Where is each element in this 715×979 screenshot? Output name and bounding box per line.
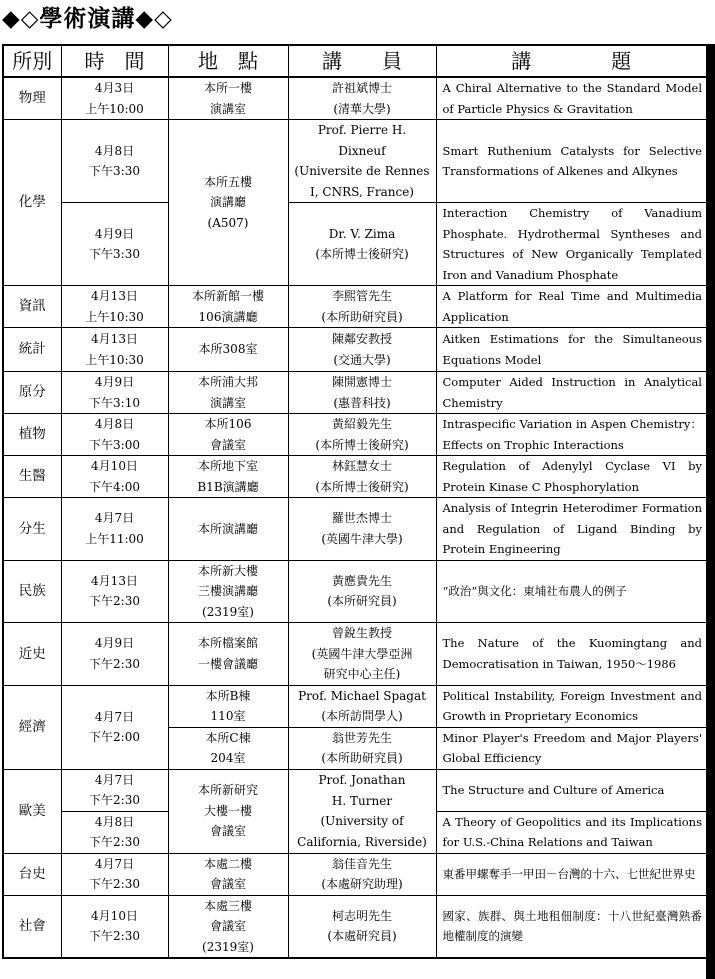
- date-cell-line: 4月13日: [91, 289, 138, 303]
- field-cell: 台史: [3, 853, 61, 895]
- date-cell-line: 下午2:30: [89, 929, 140, 944]
- speaker-cell-line: (本所訪問學人): [321, 709, 403, 723]
- date-cell-line: 下午4:00: [89, 479, 140, 494]
- date-cell-line: 下午2:30: [89, 656, 140, 671]
- place-cell-line: 本所106: [204, 417, 252, 431]
- table-row: [3, 372, 707, 414]
- speaker-cell-line: (本處研究助理): [321, 877, 403, 891]
- speaker-cell-line: 陳鄰安教授: [331, 332, 392, 346]
- date-cell-line: 4月8日: [94, 814, 135, 829]
- speaker-cell-line: (本所博士後研究): [315, 247, 409, 261]
- header-place: 地 點: [168, 45, 288, 77]
- speaker-cell-line: (University of: [320, 814, 404, 828]
- place-cell-line: B1B演講廳: [197, 479, 259, 494]
- place-cell-line: 本所一樓: [203, 81, 252, 95]
- speaker-cell-line: (本所助研究員): [321, 751, 403, 765]
- header-topic: 講 題: [436, 45, 707, 77]
- speaker-cell: [288, 120, 436, 203]
- header-field: 所別: [3, 45, 61, 77]
- speaker-cell-line: (本處研究員): [327, 929, 397, 944]
- date-cell: [61, 623, 168, 686]
- speaker-cell: [288, 498, 436, 561]
- table-row: [3, 286, 707, 328]
- date-cell-line: 下午3:00: [89, 437, 140, 452]
- place-cell-line: 110室: [210, 709, 246, 723]
- speaker-cell-line: 許祖斌博士: [331, 81, 392, 95]
- date-cell-line: 4月7日: [94, 772, 135, 787]
- place-cell: [168, 769, 288, 853]
- date-cell: [61, 895, 168, 958]
- topic-cell: Intraspecific Variation in Aspen Chemistry：Effects on Trophic Interactions: [436, 414, 707, 456]
- place-cell: [168, 77, 288, 120]
- date-cell: [61, 120, 168, 203]
- speaker-cell-line: 林鈺慧女士: [331, 459, 392, 473]
- date-cell-line: 4月7日: [94, 709, 135, 724]
- place-cell: [168, 286, 288, 328]
- place-cell: [168, 498, 288, 561]
- place-cell-line: 會議室: [209, 824, 246, 839]
- speaker-cell: [288, 769, 436, 853]
- speaker-cell: [288, 560, 436, 623]
- place-cell-line: 演講室: [209, 395, 246, 410]
- place-cell: [168, 456, 288, 498]
- date-cell: [61, 372, 168, 414]
- place-cell-line: 本所新研究: [197, 783, 258, 798]
- table-row: [3, 895, 707, 958]
- place-cell: [168, 623, 288, 686]
- speaker-cell-line: (交通大學): [333, 352, 391, 367]
- date-cell-line: 4月9日: [94, 636, 135, 651]
- speaker-cell-line: 黃紹毅先生: [331, 417, 392, 431]
- place-cell-line: 本所檔案館: [197, 636, 258, 651]
- date-cell-line: 下午3:30: [89, 164, 140, 178]
- place-cell-line: 本所五樓: [203, 174, 252, 189]
- place-cell-line: 會議室: [209, 877, 246, 891]
- place-cell-line: 本處二樓: [203, 856, 252, 871]
- place-cell: [168, 895, 288, 958]
- date-cell: [61, 811, 168, 853]
- header-speaker: 講 員: [288, 45, 436, 77]
- date-cell-line: 下午2:30: [89, 877, 140, 891]
- topic-cell: “政治”與文化：東埔社布農人的例子: [436, 560, 707, 623]
- field-cell: 資訊: [3, 286, 61, 328]
- speaker-cell: [288, 456, 436, 498]
- field-cell: 民族: [3, 560, 61, 623]
- topic-cell: A Chiral Alternative to the Standard Model of Particle Physics & Gravitation: [436, 77, 707, 120]
- date-cell-line: 上午10:00: [85, 101, 144, 116]
- date-cell-line: 4月7日: [94, 856, 135, 871]
- field-cell: 近史: [3, 623, 61, 686]
- place-cell-line: 204室: [210, 751, 246, 765]
- speaker-cell-line: I, CNRS, France): [310, 184, 414, 199]
- field-cell: 生醫: [3, 456, 61, 498]
- topic-cell: Regulation of Adenylyl Cyclase VI by Protein Kinase C Phosphorylation: [436, 456, 707, 498]
- speaker-cell: [288, 372, 436, 414]
- date-cell-line: 下午3:30: [89, 247, 140, 261]
- topic-cell: The Structure and Culture of America: [436, 769, 707, 811]
- table-row: [3, 203, 707, 286]
- table-row: [3, 769, 707, 811]
- date-cell: [61, 853, 168, 895]
- date-cell-line: 下午2:30: [89, 793, 140, 807]
- date-cell: [61, 203, 168, 286]
- speaker-cell-line: (清華大學): [333, 101, 391, 116]
- field-cell: 物理: [3, 77, 61, 120]
- topic-cell: Interaction Chemistry of Vanadium Phosphate. Hydrothermal Syntheses and Structures of New Organically Templated Iron and Vanadium Phosphate: [436, 203, 707, 286]
- date-cell-line: 下午2:30: [89, 594, 140, 609]
- date-cell: [61, 498, 168, 561]
- place-cell-line: 本所演講廳: [197, 521, 258, 536]
- date-cell: [61, 286, 168, 328]
- place-cell-line: 本所B棟: [205, 688, 251, 703]
- field-cell: 植物: [3, 414, 61, 456]
- table-row: [3, 120, 707, 203]
- date-cell-line: 下午2:30: [89, 835, 140, 849]
- date-cell-line: 4月7日: [94, 511, 135, 526]
- place-cell-line: (2319室): [202, 939, 254, 954]
- speaker-cell-line: Dixneuf: [338, 143, 386, 158]
- header-time: 時 間: [61, 45, 168, 77]
- speaker-cell-line: H. Turner: [331, 793, 393, 808]
- speaker-cell: [288, 727, 436, 769]
- right-edge-bar: [706, 44, 715, 979]
- date-cell-line: 4月9日: [94, 226, 135, 241]
- place-cell: [168, 372, 288, 414]
- speaker-cell-line: (惠普科技): [333, 395, 391, 410]
- field-cell: 經濟: [3, 685, 61, 769]
- table-row: [3, 456, 707, 498]
- speaker-cell: [288, 853, 436, 895]
- field-cell: 原分: [3, 372, 61, 414]
- place-cell: [168, 120, 288, 286]
- speaker-cell-line: (英國牛津大學): [321, 531, 403, 546]
- date-cell-line: 4月13日: [91, 573, 138, 588]
- date-cell-line: 下午2:00: [89, 730, 140, 744]
- speaker-cell: [288, 623, 436, 686]
- date-cell-line: 上午10:30: [85, 352, 144, 367]
- date-cell: [61, 769, 168, 811]
- speaker-cell-line: 研究中心主任): [323, 667, 401, 681]
- header-row: [3, 45, 707, 77]
- speaker-cell-line: Prof. Pierre H.: [317, 123, 407, 137]
- place-cell-line: 演講廳: [209, 195, 246, 210]
- field-cell: 化學: [3, 120, 61, 286]
- topic-cell: Aitken Estimations for the Simultaneous Equations Model: [436, 328, 707, 372]
- place-cell: [168, 414, 288, 456]
- speaker-cell: [288, 286, 436, 328]
- place-cell-line: 演講室: [209, 101, 246, 116]
- speaker-cell-line: (本所研究員): [327, 594, 397, 609]
- table-row: [3, 560, 707, 623]
- table-row: [3, 328, 707, 372]
- place-cell-line: 會議室: [209, 919, 246, 933]
- topic-cell: The Nature of the Kuomingtang and Democratisation in Taiwan, 1950～1986: [436, 623, 707, 686]
- place-cell-line: 三樓演講廳: [197, 584, 258, 598]
- place-cell-line: 本所地下室: [197, 459, 258, 473]
- speaker-cell: [288, 328, 436, 372]
- table-row: [3, 498, 707, 561]
- speaker-cell-line: (英國牛津大學亞洲: [311, 646, 413, 661]
- date-cell: [61, 560, 168, 623]
- speaker-cell-line: 翁佳音先生: [331, 856, 392, 871]
- speaker-cell-line: 翁世芳先生: [331, 730, 392, 745]
- place-cell: [168, 328, 288, 372]
- field-cell: 社會: [3, 895, 61, 958]
- place-cell-line: 本所新館一樓: [191, 289, 264, 303]
- topic-cell: Computer Aided Instruction in Analytical Chemistry: [436, 372, 707, 414]
- speaker-cell-line: 羅世杰博士: [331, 511, 392, 526]
- speaker-cell-line: (本所助研究員): [321, 309, 403, 324]
- speaker-cell-line: (Universite de Rennes: [294, 164, 430, 178]
- speaker-cell-line: (本所博士後研究): [315, 479, 409, 494]
- date-cell-line: 4月10日: [91, 908, 138, 923]
- date-cell: [61, 77, 168, 120]
- place-cell: [168, 727, 288, 769]
- speaker-cell-line: 李熙管先生: [331, 289, 392, 303]
- topic-cell: Political Instability, Foreign Investment and Growth in Proprietary Economics: [436, 685, 707, 727]
- place-cell-line: 一樓會議廳: [197, 656, 258, 671]
- place-cell: [168, 560, 288, 623]
- table-row: [3, 414, 707, 456]
- speaker-cell-line: 柯志明先生: [331, 908, 392, 923]
- place-cell: [168, 853, 288, 895]
- date-cell: [61, 685, 168, 769]
- topic-cell: 國家、族群、與土地租佃制度：十八世紀臺灣熟番地權制度的演變: [436, 895, 707, 958]
- field-cell: 統計: [3, 328, 61, 372]
- topic-cell: A Platform for Real Time and Multimedia Application: [436, 286, 707, 328]
- place-cell-line: 本所浦大邦: [197, 375, 258, 389]
- place-cell-line: 本所308室: [198, 342, 258, 357]
- topic-cell: A Theory of Geopolitics and its Implications for U.S.-China Relations and Taiwan: [436, 811, 707, 853]
- schedule-body: [3, 77, 707, 958]
- place-cell-line: (2319室): [202, 604, 254, 619]
- date-cell-line: 4月9日: [94, 375, 135, 389]
- place-cell-line: 106演講廳: [198, 309, 258, 324]
- table-row: [3, 685, 707, 727]
- place-cell-line: 會議室: [209, 437, 246, 452]
- date-cell: [61, 456, 168, 498]
- place-cell-line: 本所C棟: [205, 730, 251, 745]
- topic-cell: Minor Player's Freedom and Major Players' Global Efficiency: [436, 727, 707, 769]
- topic-cell: 東番甲螺奪手一甲田－台灣的十六、七世紀世界史: [436, 853, 707, 895]
- table-row: [3, 77, 707, 120]
- place-cell-line: 大樓一樓: [203, 803, 252, 818]
- speaker-cell-line: 曾銳生教授: [331, 626, 392, 640]
- date-cell-line: 下午3:10: [89, 395, 140, 410]
- place-cell: [168, 685, 288, 727]
- date-cell-line: 4月8日: [94, 417, 135, 431]
- speaker-cell: [288, 685, 436, 727]
- page-title: ◆◇學術演講◆◇: [2, 6, 173, 32]
- speaker-cell-line: (本所博士後研究): [315, 437, 409, 452]
- date-cell-line: 4月3日: [94, 81, 135, 95]
- speaker-cell-line: 黃應貴先生: [331, 573, 392, 588]
- speaker-cell-line: Prof. Michael Spagat: [298, 688, 426, 703]
- table-row: [3, 853, 707, 895]
- speaker-cell: [288, 77, 436, 120]
- speaker-cell-line: California, Riverside): [297, 834, 427, 849]
- speaker-cell-line: 陳開憲博士: [331, 375, 392, 389]
- date-cell-line: 4月8日: [94, 143, 135, 158]
- topic-cell: Analysis of Integrin Heterodimer Formation and Regulation of Ligand Binding by Protein Engineering: [436, 498, 707, 561]
- date-cell-line: 上午10:30: [85, 309, 144, 324]
- speaker-cell: [288, 895, 436, 958]
- table-row: [3, 623, 707, 686]
- place-cell-line: 本處三樓: [203, 898, 252, 913]
- place-cell-line: 本所新大樓: [197, 563, 258, 578]
- topic-cell: Smart Ruthenium Catalysts for Selective Transformations of Alkenes and Alkynes: [436, 120, 707, 203]
- date-cell-line: 上午11:00: [85, 531, 144, 546]
- date-cell-line: 4月10日: [91, 459, 138, 473]
- speaker-cell: [288, 203, 436, 286]
- speaker-cell-line: Dr. V. Zima: [328, 226, 396, 241]
- speaker-cell-line: Prof. Jonathan: [318, 773, 406, 787]
- field-cell: 分生: [3, 498, 61, 561]
- speaker-cell: [288, 414, 436, 456]
- field-cell: 歐美: [3, 769, 61, 853]
- date-cell: [61, 328, 168, 372]
- place-cell-line: (A507): [207, 215, 249, 230]
- date-cell-line: 4月13日: [91, 332, 138, 346]
- lecture-schedule-table: [2, 44, 708, 959]
- date-cell: [61, 414, 168, 456]
